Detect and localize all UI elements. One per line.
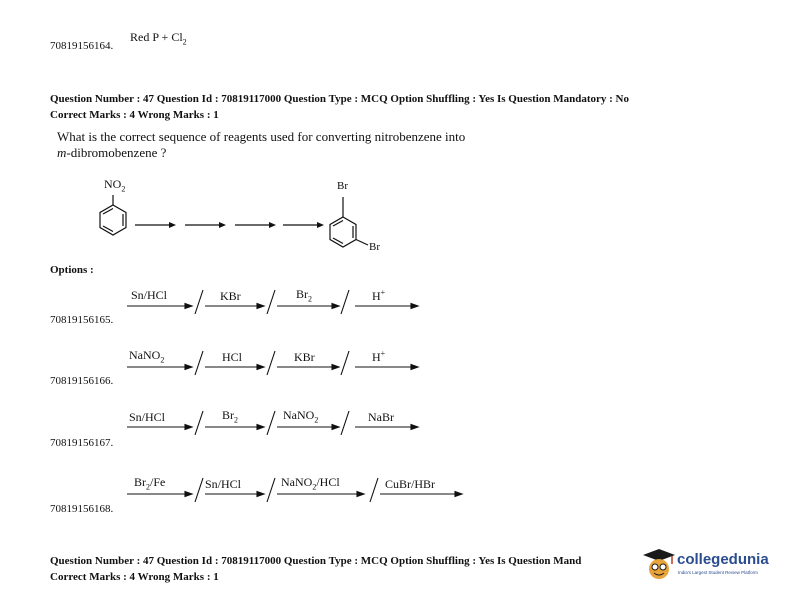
reagent-text: Sn/HCl	[131, 288, 168, 302]
dibromobenzene-structure	[330, 197, 368, 247]
option-arrows	[127, 290, 462, 502]
reagent-text: NaNO	[283, 408, 315, 422]
question-text-line2-rest: -dibromobenzene ?	[66, 145, 167, 160]
collegedunia-logo	[640, 545, 780, 585]
option-1-step-4	[372, 288, 385, 304]
product-br-bottom: Br	[369, 241, 380, 253]
reagent-text-post: /Fe	[150, 475, 166, 489]
reagent-text: Br	[134, 475, 146, 489]
option-4-step-1	[134, 475, 165, 491]
reagent-sub: 2	[146, 482, 150, 492]
option-2-step-3	[294, 350, 315, 365]
option-3-step-4	[368, 410, 394, 425]
option-4-step-4	[385, 477, 435, 492]
reagent-text: H	[372, 289, 381, 303]
reagent-text: Br	[222, 408, 234, 422]
start-substituent-text: NO	[104, 177, 122, 191]
option-1-step-2	[220, 289, 241, 304]
option-3-step-1	[129, 410, 165, 425]
reagent-sub: 2	[234, 415, 238, 425]
top-reagent-sub: 2	[182, 37, 187, 47]
option-4-step-2	[205, 477, 241, 492]
option-1-id: 70819156165.	[50, 314, 114, 326]
option-id-164: 70819156164.	[50, 40, 114, 52]
reagent-text: NaBr	[368, 410, 394, 424]
start-substituent-sub: 2	[121, 184, 126, 194]
next-question-header-line2: Correct Marks : 4 Wrong Marks : 1	[50, 571, 219, 583]
option-1-step-3	[296, 287, 312, 303]
reagent-text: HCl	[222, 350, 243, 364]
question-header-line1: Question Number : 47 Question Id : 70819117000 Question Type : MCQ Option Shuffling : Yes Is Question Mandatory : No	[50, 93, 629, 105]
reagent-sub: 2	[314, 415, 319, 425]
logo-brand-text: collegedunia	[677, 551, 769, 568]
option-3-step-3	[283, 408, 318, 424]
option-2-step-4	[372, 349, 385, 365]
reagent-text: NaNO	[129, 348, 161, 362]
option-2-step-1	[129, 348, 164, 364]
meta-prefix: m	[57, 145, 67, 160]
reagent-text: Sn/HCl	[205, 477, 242, 491]
reagent-sub: 2	[160, 355, 165, 365]
reagent-text: KBr	[294, 350, 315, 364]
option-2-id: 70819156166.	[50, 375, 114, 387]
next-question-header-line1: Question Number : 47 Question Id : 70819117000 Question Type : MCQ Option Shuffling : Yes Is Question Mand	[50, 555, 582, 567]
reagent-text: NaNO	[281, 475, 313, 489]
option-3-step-2	[222, 408, 238, 424]
scheme-arrowhead-2	[219, 222, 226, 228]
option-3-id: 70819156167.	[50, 437, 114, 449]
question-header-line2: Correct Marks : 4 Wrong Marks : 1	[50, 109, 219, 121]
scheme-arrowhead-3	[269, 222, 276, 228]
option-2-step-2	[222, 350, 242, 365]
scheme-arrowhead-4	[317, 222, 324, 228]
reagent-text: Sn/HCl	[129, 410, 166, 424]
reagent-text: Br	[296, 287, 308, 301]
options-label: Options :	[50, 264, 94, 276]
reagent-sup: +	[380, 349, 386, 358]
reagent-sub: 2	[308, 294, 312, 304]
logo-tagline: India's Largest Student Review Platform	[678, 570, 758, 575]
question-text-line1: What is the correct sequence of reagents used for converting nitrobenzene into	[57, 129, 466, 144]
option-4-id: 70819156168.	[50, 503, 114, 515]
reagent-sub: 2	[312, 482, 317, 492]
start-substituent	[104, 177, 125, 193]
nitrobenzene-structure	[100, 195, 126, 235]
reagent-sup: +	[380, 288, 386, 297]
product-br-top: Br	[337, 180, 348, 192]
option-4-step-3	[281, 475, 340, 491]
reagent-text: H	[372, 350, 381, 364]
option-1-step-1	[131, 288, 167, 303]
mascot-icon	[642, 547, 676, 583]
reagent-text: KBr	[220, 289, 241, 303]
scheme-arrowhead-1	[169, 222, 176, 228]
top-reagent-text: Red P + Cl	[130, 30, 183, 44]
reagent-text: CuBr/HBr	[385, 477, 436, 491]
reagent-text-post: /HCl	[316, 475, 340, 489]
